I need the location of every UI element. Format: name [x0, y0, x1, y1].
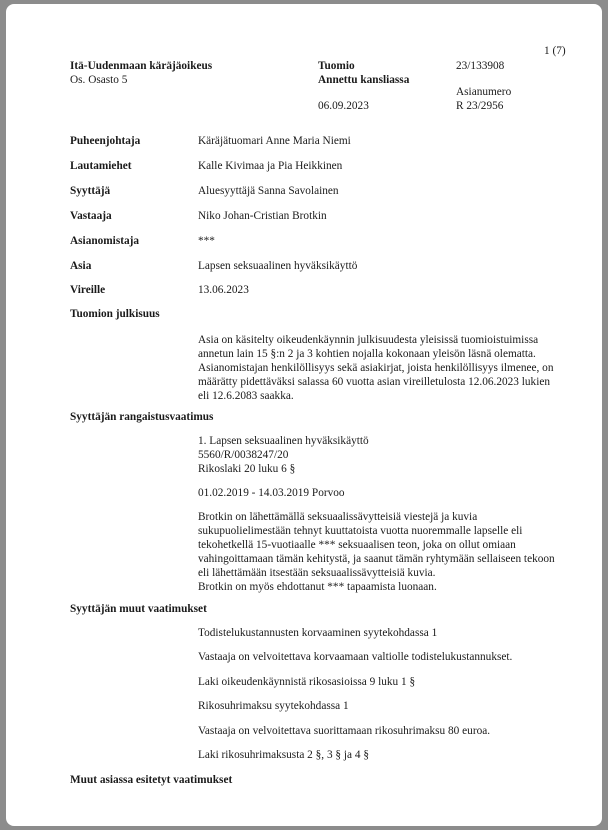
- prosecutor-value: Aluesyyttäjä Sanna Savolainen: [198, 185, 339, 197]
- other-claim-item: Vastaaja on velvoitettava suorittamaan rikosuhrimaksu 80 euroa.: [198, 725, 491, 737]
- court-name: Itä-Uudenmaan käräjäoikeus: [70, 60, 213, 72]
- paragraph-line: sukupuolielimestään tehnyt kuuttatoista vuotta nuoremmalle lapselle eli: [198, 525, 523, 537]
- penalty-claim-heading: Syyttäjän rangaistusvaatimus: [70, 411, 214, 423]
- document-date: 06.09.2023: [318, 100, 369, 112]
- offence-description: [198, 510, 598, 594]
- document-type: Tuomio: [318, 60, 355, 72]
- plaintiff-value: ***: [198, 235, 215, 247]
- document-page: [6, 4, 602, 826]
- case-number-label: Asianumero: [456, 86, 512, 98]
- defendant-label: Vastaaja: [70, 210, 112, 222]
- offence-period: 01.02.2019 - 14.03.2019 Porvoo: [198, 487, 345, 499]
- other-claim-item: Rikosuhrimaksu syytekohdassa 1: [198, 700, 349, 712]
- prosecutor-label: Syyttäjä: [70, 185, 111, 197]
- paragraph-line: Asianomistajan henkilöllisyys sekä asiakirjat, joista henkilöllisyys ilmenee, on: [198, 362, 554, 374]
- plaintiff-label: Asianomistaja: [70, 235, 140, 247]
- paragraph-line: eli 12.6.2083 saakka.: [198, 390, 294, 402]
- paragraph-line: Brotkin on myös ehdottanut *** tapaamista luonaan.: [198, 581, 437, 593]
- lay-judges-label: Lautamiehet: [70, 160, 132, 172]
- chairperson-label: Puheenjohtaja: [70, 135, 141, 147]
- other-claim-item: Laki oikeudenkäynnistä rikosasioissa 9 luku 1 §: [198, 676, 416, 688]
- document-status: Annettu kansliassa: [318, 74, 410, 86]
- paragraph-line: annetun lain 15 §:n 2 ja 3 kohtien nojalla kokonaan yleisön läsnä olematta.: [198, 348, 536, 360]
- claim-item-line: 5560/R/0038247/20: [198, 449, 289, 461]
- lay-judges-value: Kalle Kivimaa ja Pia Heikkinen: [198, 160, 343, 172]
- misc-claims-heading: Muut asiassa esitetyt vaatimukset: [70, 774, 233, 786]
- penalty-claim-item: [198, 434, 598, 476]
- document-number: 23/133908: [456, 60, 505, 72]
- paragraph-line: määrätty pidettäväksi salassa 60 vuotta asian vireilletulosta 12.06.2023 lukien: [198, 376, 551, 388]
- publicity-heading: Tuomion julkisuus: [70, 308, 160, 320]
- publicity-paragraph: [198, 333, 598, 403]
- defendant-value: Niko Johan-Cristian Brotkin: [198, 210, 327, 222]
- claim-item-line: 1. Lapsen seksuaalinen hyväksikäyttö: [198, 435, 369, 447]
- filed-value: 13.06.2023: [198, 284, 249, 296]
- other-claim-item: Laki rikosuhrimaksusta 2 §, 3 § ja 4 §: [198, 749, 369, 761]
- case-subject-label: Asia: [70, 260, 92, 272]
- filed-label: Vireille: [70, 284, 106, 296]
- other-claims-heading: Syyttäjän muut vaatimukset: [70, 603, 207, 615]
- case-number: R 23/2956: [456, 100, 504, 112]
- paragraph-line: Asia on käsitelty oikeudenkäynnin julkisuudesta yleisissä tuomioistuimissa: [198, 334, 539, 346]
- claim-item-line: Rikoslaki 20 luku 6 §: [198, 463, 296, 475]
- paragraph-line: vahingoittamaan tämän kehitystä, ja saanut tämän ryhtymään sellaiseen tekoon: [198, 553, 555, 565]
- case-subject-value: Lapsen seksuaalinen hyväksikäyttö: [198, 260, 358, 272]
- other-claim-item: Vastaaja on velvoitettava korvaamaan valtiolle todistelukustannukset.: [198, 651, 513, 663]
- paragraph-line: eli lähettämään itsestään seksuaalissävytteisiä kuvia.: [198, 567, 436, 579]
- department: Os. Osasto 5: [70, 74, 128, 86]
- paragraph-line: tekohetkellä 15-vuotiaalle *** seksuaalisen teon, joka on ollut omiaan: [198, 539, 516, 551]
- other-claim-item: Todistelukustannusten korvaaminen syytekohdassa 1: [198, 627, 438, 639]
- page-number: 1 (7): [544, 45, 566, 57]
- chairperson-value: Käräjätuomari Anne Maria Niemi: [198, 135, 351, 147]
- paragraph-line: Brotkin on lähettämällä seksuaalissävytteisiä viestejä ja kuvia: [198, 511, 478, 523]
